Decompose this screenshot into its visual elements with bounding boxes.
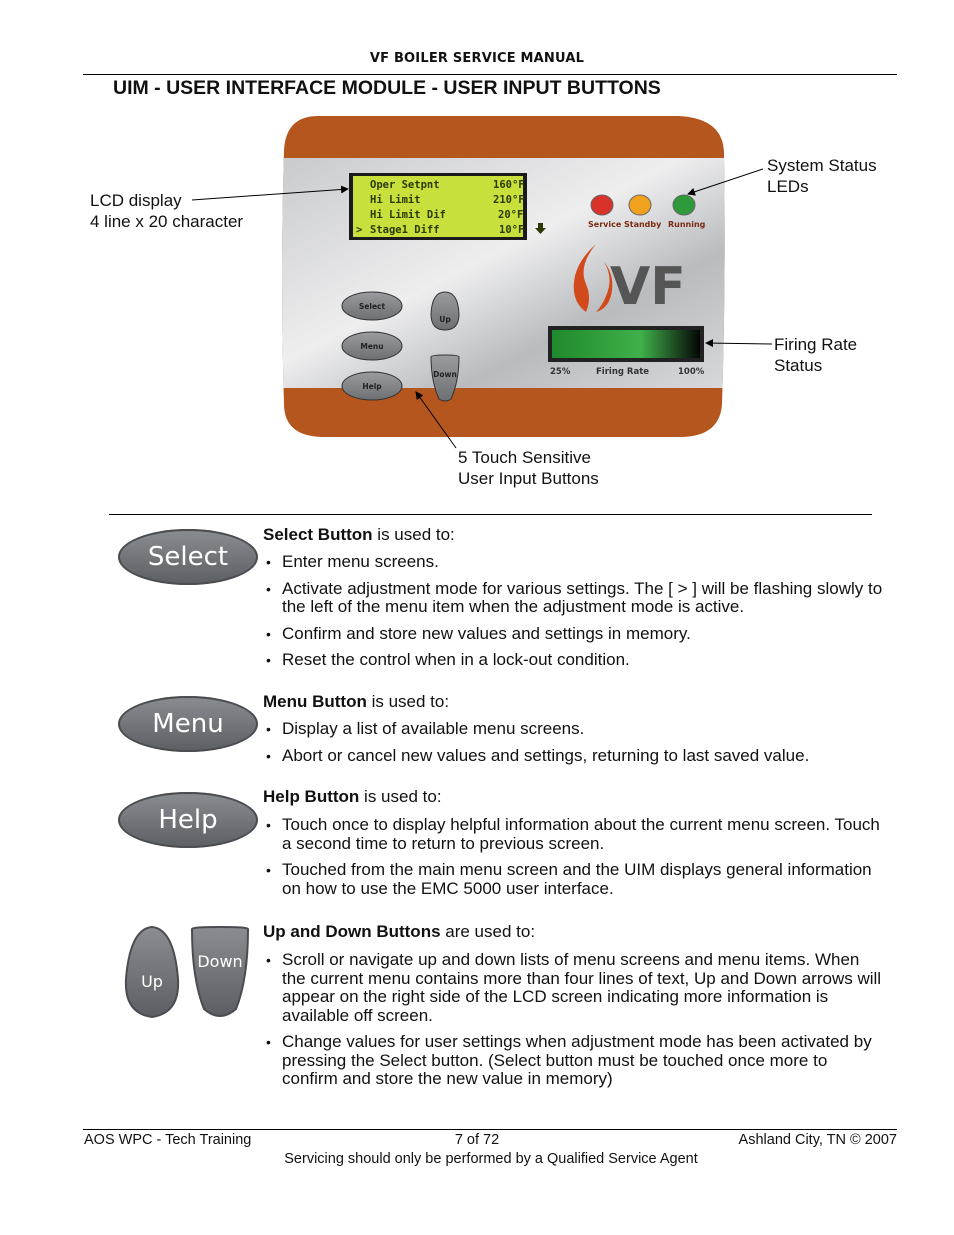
lcd-row-3-value: 20°F bbox=[498, 209, 524, 221]
help-section-heading bbox=[263, 787, 442, 807]
list-item: • Confirm and store new values and settings in memory. bbox=[263, 625, 883, 644]
select-section-heading bbox=[263, 525, 455, 545]
running-header: VF BOILER SERVICE MANUAL bbox=[369, 51, 585, 66]
down-button-image-label: Down bbox=[197, 952, 243, 971]
leds-callout-line-2: LEDs bbox=[767, 177, 809, 196]
menu-section-suffix: is used to: bbox=[366, 692, 450, 711]
buttons-callout-line-1: 5 Touch Sensitive bbox=[458, 448, 591, 467]
updown-bullets bbox=[263, 951, 883, 1097]
select-bullets bbox=[263, 553, 883, 678]
panel-down-label: Down bbox=[433, 370, 457, 379]
lcd-row-1-label: Oper Setpnt bbox=[370, 179, 440, 191]
list-item: • Change values for user settings when adjustment mode has been activated by pressing the Select button. (Select button must be touched once more to confirm and store the new value in memory) bbox=[263, 1033, 883, 1089]
menu-button-image-label: Menu bbox=[152, 709, 224, 739]
select-button-image-label: Select bbox=[147, 542, 229, 572]
footer-right: Ashland City, TN © 2007 bbox=[738, 1132, 897, 1148]
lcd-row-4-value: 10°F bbox=[499, 224, 525, 236]
lcd-callout-line-1: LCD display bbox=[90, 191, 182, 210]
section-rule bbox=[109, 514, 872, 515]
list-item: • Activate adjustment mode for various settings. The [ > ] will be flashing slowly to the left of the menu item when the adjustment mode is active. bbox=[263, 580, 883, 617]
lcd-row-2-label: Hi Limit bbox=[370, 194, 421, 206]
lcd-row-3-label: Hi Limit Dif bbox=[370, 209, 446, 221]
list-item: • Reset the control when in a lock-out condition. bbox=[263, 651, 883, 670]
service-led-label: Service bbox=[588, 220, 622, 229]
updown-section-heading bbox=[263, 922, 535, 942]
footer-left: AOS WPC - Tech Training bbox=[84, 1132, 252, 1148]
running-led-label: Running bbox=[668, 220, 706, 229]
help-section-name: Help Button bbox=[263, 787, 360, 806]
callout-leaders bbox=[0, 0, 954, 520]
buttons-callout bbox=[458, 447, 599, 489]
lcd-callout-line-2: 4 line x 20 character bbox=[90, 212, 244, 231]
select-section-suffix: is used to: bbox=[372, 525, 455, 544]
lcd-row-4-cursor: > bbox=[356, 224, 363, 236]
select-button-image bbox=[118, 529, 258, 585]
panel-select-label: Select bbox=[358, 302, 386, 311]
menu-section-name: Menu Button bbox=[263, 692, 367, 711]
up-down-buttons-image bbox=[120, 925, 250, 1020]
page-number: 7 of 72 bbox=[454, 1132, 500, 1148]
panel-menu-label: Menu bbox=[360, 342, 384, 351]
list-item: • Enter menu screens. bbox=[263, 553, 883, 572]
menu-section-heading bbox=[263, 692, 449, 712]
firing-rate-label: Firing Rate bbox=[596, 367, 650, 377]
lcd-row-1-value: 160°F bbox=[493, 179, 525, 191]
help-button-image-label: Help bbox=[158, 805, 218, 835]
up-button-image-label: Up bbox=[141, 972, 163, 991]
updown-section-suffix: are used to: bbox=[440, 922, 536, 941]
help-button-image bbox=[118, 792, 258, 848]
firing-callout-line-1: Firing Rate bbox=[774, 335, 858, 354]
menu-button-image bbox=[118, 696, 258, 752]
help-section-suffix: is used to: bbox=[359, 787, 442, 806]
list-item: • Scroll or navigate up and down lists of menu screens and menu items. When the current menu contains more than four lines of text, Up and Down arrows will appear on the right side of the LCD screen indicating more information is available off screen. bbox=[263, 951, 883, 1025]
buttons-callout-line-2: User Input Buttons bbox=[458, 469, 599, 488]
list-item: • Abort or cancel new values and settings, returning to last saved value. bbox=[263, 747, 883, 766]
menu-bullets bbox=[263, 720, 883, 773]
firing-max-label: 100% bbox=[678, 367, 705, 377]
vf-logo-text: VF bbox=[610, 257, 686, 317]
panel-up-label: Up bbox=[439, 315, 451, 324]
down-button-image bbox=[192, 927, 248, 1016]
leds-callout-line-1: System Status bbox=[767, 156, 877, 175]
firing-callout bbox=[774, 334, 857, 376]
list-item: • Touched from the main menu screen and the UIM displays general information on how to use the EMC 5000 user interface. bbox=[263, 861, 883, 898]
firing-min-label: 25% bbox=[550, 367, 571, 377]
lcd-callout bbox=[90, 190, 243, 232]
list-item: • Display a list of available menu screens. bbox=[263, 720, 883, 739]
lcd-row-4-label: Stage1 Diff bbox=[370, 224, 440, 236]
standby-led-label: Standby bbox=[624, 220, 662, 229]
footer-note: Servicing should only be performed by a Qualified Service Agent bbox=[284, 1151, 698, 1167]
list-item: • Touch once to display helpful information about the current menu screen. Touch a second time to return to previous screen. bbox=[263, 816, 883, 853]
firing-callout-line-2: Status bbox=[774, 356, 823, 375]
footer-rule bbox=[83, 1129, 897, 1130]
help-bullets bbox=[263, 816, 883, 906]
leds-callout bbox=[767, 155, 877, 197]
panel-help-label: Help bbox=[362, 382, 382, 391]
page-title: UIM - USER INTERFACE MODULE - USER INPUT BUTTONS bbox=[113, 77, 661, 99]
select-section-name: Select Button bbox=[263, 525, 373, 544]
updown-section-name: Up and Down Buttons bbox=[263, 922, 441, 941]
lcd-row-2-value: 210°F bbox=[493, 194, 525, 206]
